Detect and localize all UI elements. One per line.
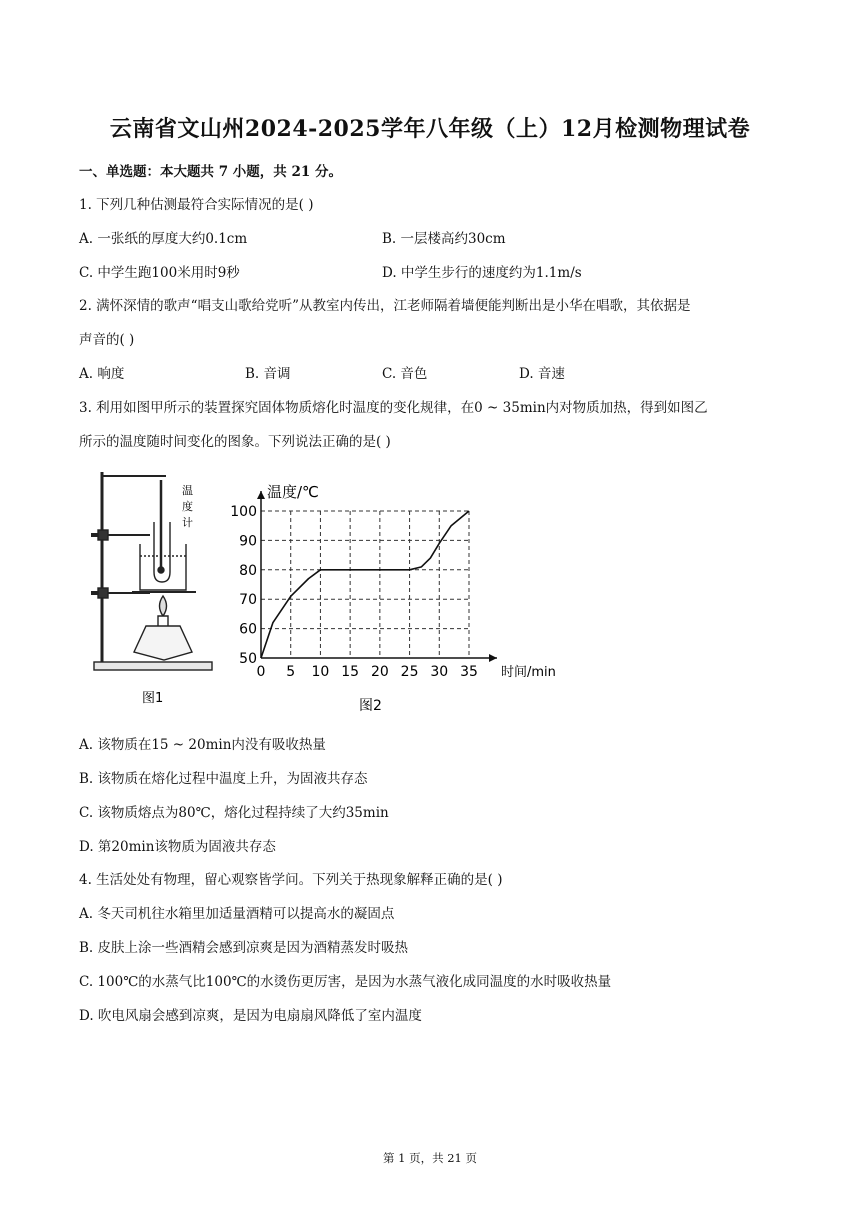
question-4-option-a: A. 冬天司机往水箱里加适量酒精可以提高水的凝固点 [79,906,395,922]
y-axis-label: 温度/℃ [267,483,319,501]
page-title: 云南省文山州2024-2025学年八年级（上）12月检测物理试卷 [109,116,751,142]
x-axis-label: 时间/min [501,665,556,680]
question-2-stem-line1: 2. 满怀深情的歌声“唱支山歌给党听”从教室内传出，江老师隔着墙便能判断出是小华在唱歌，其依据是 [79,298,691,314]
question-2-option-a: A. 响度 [79,366,125,382]
question-4-option-b: B. 皮肤上涂一些酒精会感到凉爽是因为酒精蒸发时吸热 [79,940,409,956]
figure-1-apparatus [88,466,218,716]
x-tick-label-30: 30 [430,664,449,680]
figure-2-caption: 图2 [359,698,382,714]
y-tick-label-60: 60 [239,621,257,638]
thermometer-label-3: 计 [182,516,193,529]
question-2-option-c: C. 音色 [382,366,428,382]
y-tick-label-100: 100 [230,504,257,520]
question-4-stem: 4. 生活处处有物理，留心观察皆学问。下列关于热现象解释正确的是( ) [79,872,503,888]
question-1-stem: 1. 下列几种估测最符合实际情况的是( ) [79,197,314,213]
page-footer: 第 1 页，共 21 页 [382,1151,478,1165]
x-tick-label-5: 5 [286,664,296,680]
x-tick-label-15: 15 [341,664,360,680]
question-1-option-d: D. 中学生步行的速度约为1.1m/s [382,265,582,281]
section-heading: 一、单选题：本大题共 7 小题，共 21 分。 [79,164,342,180]
y-tick-label-90: 90 [239,533,257,550]
alcohol-lamp [134,626,192,660]
stand-base [94,662,212,670]
x-tick-label-10: 10 [311,664,330,680]
question-1-option-a: A. 一张纸的厚度大约0.1cm [79,231,248,247]
thermometer-label-2: 度 [182,500,193,513]
series-line-0 [261,511,469,658]
question-1-option-b: B. 一层楼高约30cm [382,231,506,247]
x-tick-label-25: 25 [400,664,419,680]
question-3-option-c: C. 该物质熔点为80℃，熔化过程持续了大约35min [79,805,389,821]
question-4-option-c: C. 100℃的水蒸气比100℃的水烫伤更厉害，是因为水蒸气液化成同温度的水时吸收热量 [79,974,612,990]
figure-1-caption: 图1 [142,691,164,706]
thermometer-label-1: 温 [182,484,193,497]
question-3-option-a: A. 该物质在15 ~ 20min内没有吸收热量 [79,737,326,753]
y-tick-label-50: 50 [239,651,257,667]
question-3-option-b: B. 该物质在熔化过程中温度上升，为固液共存态 [79,771,368,787]
y-tick-label-80: 80 [239,562,257,579]
question-2-option-d: D. 音速 [519,366,565,382]
question-2-stem-line2: 声音的( ) [79,332,135,348]
question-1-option-c: C. 中学生跑100米用时9秒 [79,265,240,281]
figure-2-chart [228,470,568,720]
x-tick-label-20: 20 [370,664,389,680]
question-3-stem-line2: 所示的温度随时间变化的图象。下列说法正确的是( ) [79,434,391,450]
question-3-stem-line1: 3. 利用如图甲所示的装置探究固体物质熔化时温度的变化规律，在0 ~ 35min内对物质加热，得到如图乙 [79,400,708,416]
y-tick-label-70: 70 [239,592,257,609]
x-tick-label-0: 0 [256,664,266,680]
question-3-option-d: D. 第20min该物质为固液共存态 [79,839,276,855]
x-tick-label-35: 35 [460,664,478,680]
question-4-option-d: D. 吹电风扇会感到凉爽，是因为电扇扇风降低了室内温度 [79,1008,422,1024]
x-axis-arrow [489,654,497,662]
question-2-option-b: B. 音调 [245,366,291,382]
y-axis-arrow [257,491,265,499]
